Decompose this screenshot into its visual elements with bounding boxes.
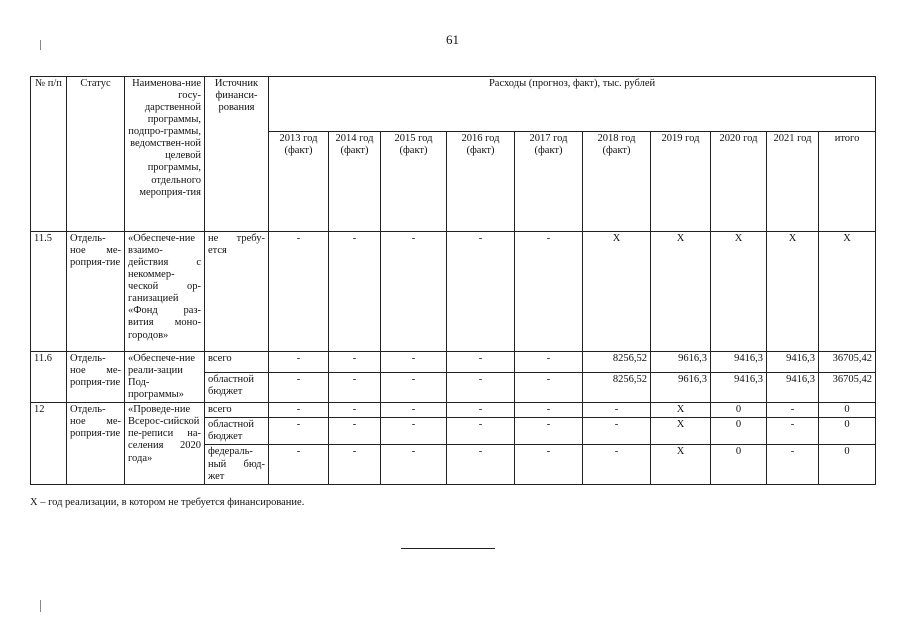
year-header: 2016 год (факт) — [447, 132, 515, 232]
cell-value: - — [515, 352, 583, 373]
expenses-table — [30, 76, 876, 485]
cell-value: - — [515, 445, 583, 485]
cell-value: - — [447, 445, 515, 485]
table-row — [31, 352, 876, 373]
scan-artifact — [40, 40, 41, 50]
cell-value: 36705,42 — [819, 373, 876, 403]
cell-value: - — [269, 403, 329, 418]
cell-value: - — [381, 445, 447, 485]
cell-value: - — [269, 352, 329, 373]
row-source: областной бюджет — [205, 373, 269, 403]
cell-value: - — [381, 403, 447, 418]
cell-value: - — [583, 403, 651, 418]
cell-value: - — [583, 445, 651, 485]
cell-value: - — [515, 373, 583, 403]
cell-value: - — [515, 403, 583, 418]
footnote: X – год реализации, в котором не требуется финансирование. — [30, 497, 305, 508]
cell-value: X — [651, 418, 711, 445]
cell-value: - — [329, 352, 381, 373]
header-row-1 — [31, 77, 876, 132]
row-status: Отдель-ное ме-роприя-тие — [67, 352, 125, 403]
row-num: 12 — [31, 403, 67, 485]
cell-value: 9416,3 — [767, 352, 819, 373]
end-divider — [401, 548, 495, 549]
row-source: областной бюджет — [205, 418, 269, 445]
row-name: «Проведе-ние Всерос-сийской пе-реписи на-селения 2020 года» — [125, 403, 205, 485]
year-header: 2014 год (факт) — [329, 132, 381, 232]
cell-value: - — [583, 418, 651, 445]
page-number: 61 — [446, 32, 459, 47]
cell-value: 8256,52 — [583, 352, 651, 373]
cell-value: - — [269, 373, 329, 403]
cell-value: 9416,3 — [767, 373, 819, 403]
cell-value: - — [329, 418, 381, 445]
cell-value: - — [381, 352, 447, 373]
cell-value: 9616,3 — [651, 352, 711, 373]
row-source: всего — [205, 352, 269, 373]
cell-value: - — [447, 418, 515, 445]
cell-value: X — [651, 445, 711, 485]
cell-value: - — [447, 403, 515, 418]
cell-value: - — [329, 445, 381, 485]
cell-value: - — [269, 418, 329, 445]
cell-value: 8256,52 — [583, 373, 651, 403]
cell-value: 0 — [819, 403, 876, 418]
row-name: «Обеспече-ние реали-зации Под-программы» — [125, 352, 205, 403]
cell-value: 0 — [819, 418, 876, 445]
cell-value: X — [711, 232, 767, 352]
cell-value: - — [381, 373, 447, 403]
year-header: 2020 год — [711, 132, 767, 232]
year-header: итого — [819, 132, 876, 232]
cell-value: X — [651, 232, 711, 352]
row-name: «Обеспече-ние взаимо-действия с некоммер-ческой ор-ганизацией «Фонд раз-вития моно-городов» — [125, 232, 205, 352]
cell-value: - — [767, 418, 819, 445]
cell-value: - — [515, 232, 583, 352]
cell-value: 36705,42 — [819, 352, 876, 373]
cell-value: - — [329, 403, 381, 418]
cell-value: - — [515, 418, 583, 445]
row-status: Отдель-ное ме-роприя-тие — [67, 403, 125, 485]
cell-value: 0 — [711, 403, 767, 418]
header-expenses: Расходы (прогноз, факт), тыс. рублей — [269, 77, 876, 132]
cell-value: - — [447, 232, 515, 352]
cell-value: X — [819, 232, 876, 352]
cell-value: 9416,3 — [711, 373, 767, 403]
cell-value: - — [329, 232, 381, 352]
scan-artifact — [40, 600, 41, 612]
header-num: № п/п — [31, 77, 67, 232]
table-row — [31, 232, 876, 352]
year-header: 2015 год (факт) — [381, 132, 447, 232]
cell-value: 0 — [819, 445, 876, 485]
cell-value: - — [767, 403, 819, 418]
row-source: федераль-ный бюд-жет — [205, 445, 269, 485]
cell-value: - — [269, 445, 329, 485]
cell-value: X — [651, 403, 711, 418]
row-source: всего — [205, 403, 269, 418]
cell-value: X — [767, 232, 819, 352]
year-header: 2021 год — [767, 132, 819, 232]
cell-value: 0 — [711, 445, 767, 485]
header-source: Источник финанси-рования — [205, 77, 269, 232]
cell-value: 9616,3 — [651, 373, 711, 403]
row-num: 11.5 — [31, 232, 67, 352]
row-status: Отдель-ное ме-роприя-тие — [67, 232, 125, 352]
cell-value: - — [447, 373, 515, 403]
year-header: 2013 год (факт) — [269, 132, 329, 232]
row-source: не требу-ется — [205, 232, 269, 352]
header-name: Наименова-ние госу-дарственной программы, подпро-граммы, ведомствен-ной целевой программы, отдельного мероприя-тия — [125, 77, 205, 232]
year-header: 2017 год (факт) — [515, 132, 583, 232]
year-header: 2018 год (факт) — [583, 132, 651, 232]
cell-value: - — [447, 352, 515, 373]
cell-value: - — [767, 445, 819, 485]
cell-value: X — [583, 232, 651, 352]
cell-value: - — [269, 232, 329, 352]
cell-value: - — [329, 373, 381, 403]
year-header: 2019 год — [651, 132, 711, 232]
cell-value: 9416,3 — [711, 352, 767, 373]
cell-value: - — [381, 418, 447, 445]
cell-value: - — [381, 232, 447, 352]
row-num: 11.6 — [31, 352, 67, 403]
header-status: Статус — [67, 77, 125, 232]
table-row — [31, 403, 876, 418]
cell-value: 0 — [711, 418, 767, 445]
